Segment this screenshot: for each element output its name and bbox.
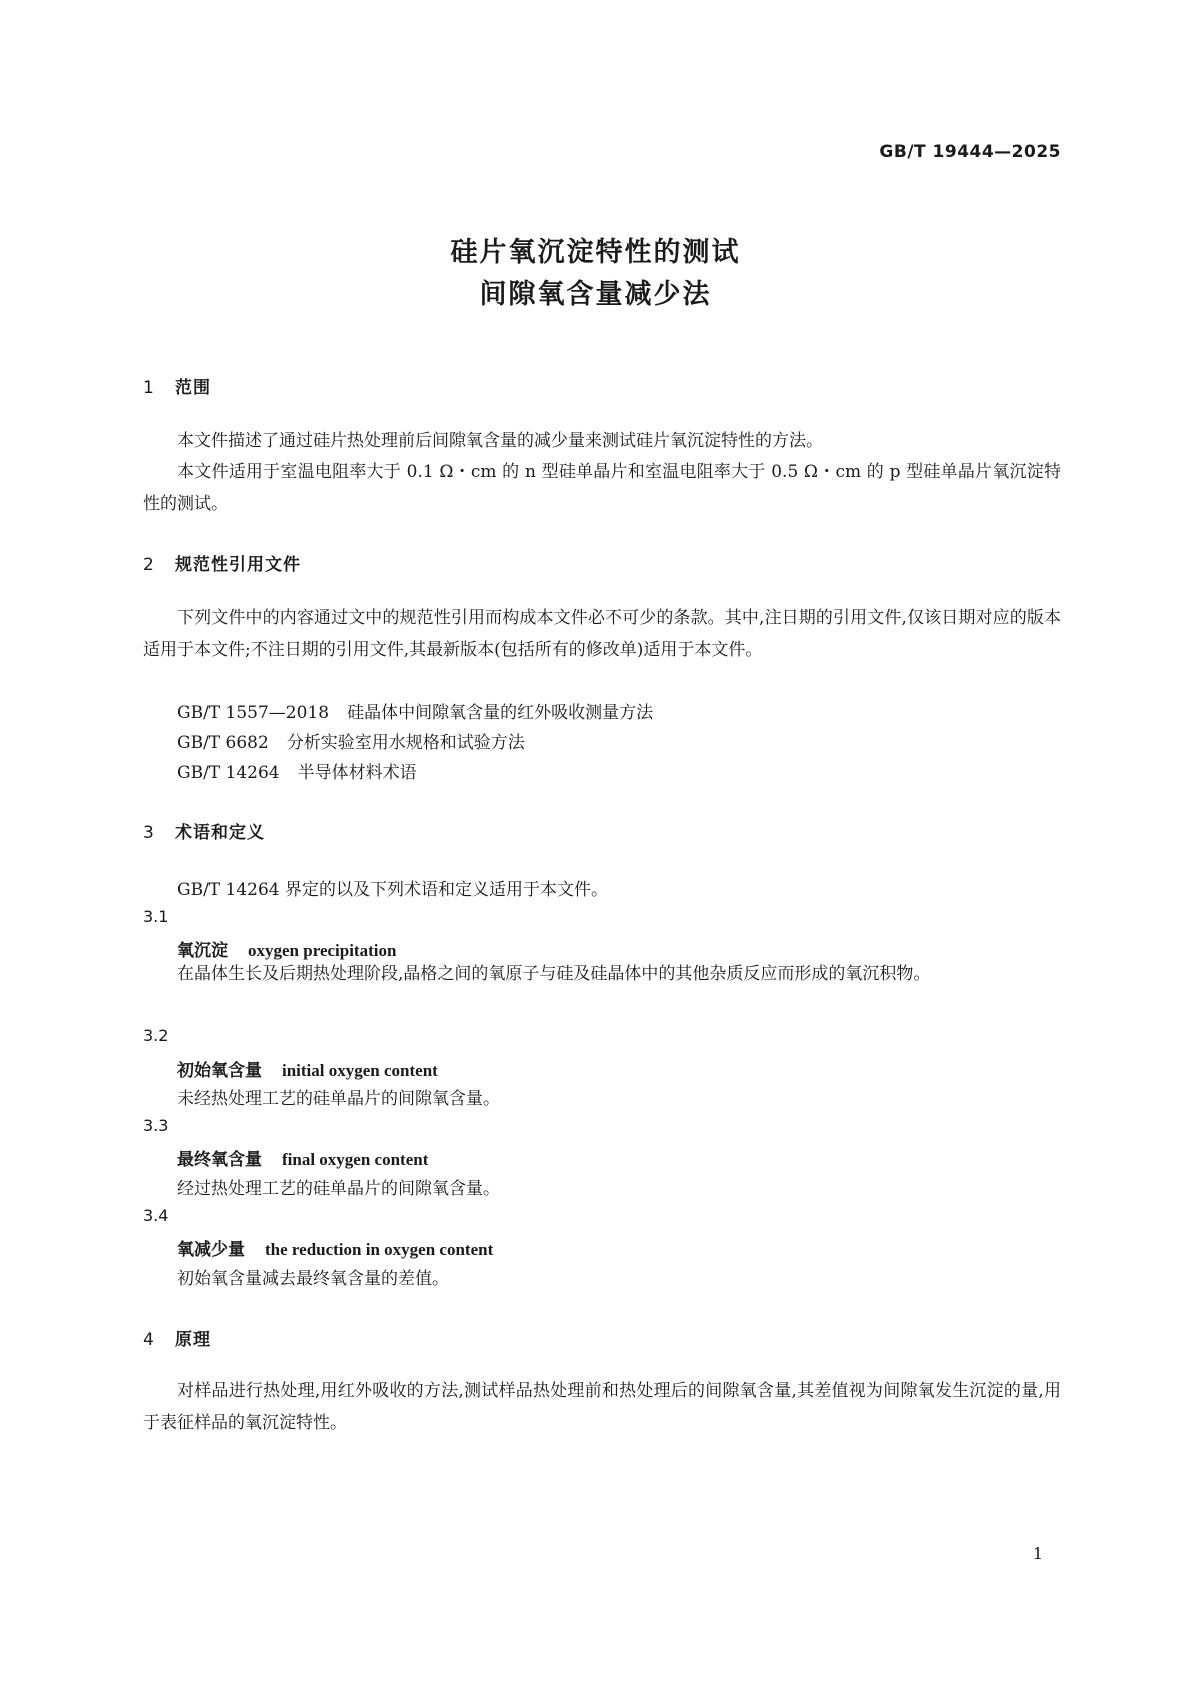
- term-heading: [177, 1056, 438, 1081]
- document-title-line2: 间隙氧含量减少法: [479, 279, 712, 310]
- reference-item: [177, 698, 653, 723]
- standard-number: GB/T 19444—2025: [879, 142, 1061, 162]
- section-number: 1: [143, 378, 155, 398]
- section-title: 规范性引用文件: [175, 555, 301, 575]
- section-4-paragraph-1: 对样品进行热处理,用红外吸收的方法,测试样品热处理前和热处理后的间隙氧含量,其差值视为间隙氧发生沉淀的量,用于表征样品的氧沉淀特性。: [143, 1381, 1061, 1433]
- term-english: final oxygen content: [282, 1150, 429, 1169]
- section-1-heading: [143, 373, 211, 398]
- term-number: 3.2: [143, 1026, 169, 1045]
- term-heading: [177, 1235, 493, 1260]
- section-2-paragraph-1: 下列文件中的内容通过文中的规范性引用而构成本文件必不可少的条款。其中,注日期的引用文件,仅该日期对应的版本适用于本文件;不注日期的引用文件,其最新版本(包括所有的修改单)适用于本文件。: [143, 608, 1061, 660]
- document-title-line1: 硅片氧沉淀特性的测试: [450, 237, 741, 268]
- section-1-paragraph-2: 本文件适用于室温电阻率大于 0.1 Ω・cm 的 n 型硅单晶片和室温电阻率大于 0.5 Ω・cm 的 p 型硅单晶片氧沉淀特性的测试。: [143, 462, 1061, 514]
- section-3-intro: GB/T 14264 界定的以及下列术语和定义适用于本文件。: [177, 880, 609, 900]
- reference-title: 半导体材料术语: [297, 763, 417, 783]
- section-title: 范围: [175, 378, 211, 398]
- term-number: 3.3: [143, 1116, 169, 1135]
- section-3-heading: [143, 818, 265, 843]
- term-chinese: 氧沉淀: [177, 941, 228, 961]
- page-number: 1: [1032, 1544, 1043, 1563]
- section-2-heading: [143, 550, 301, 575]
- reference-title: 硅晶体中间隙氧含量的红外吸收测量方法: [347, 703, 654, 723]
- section-title: 原理: [175, 1330, 211, 1350]
- term-chinese: 最终氧含量: [177, 1150, 262, 1170]
- section-number: 3: [143, 823, 155, 843]
- term-english: oxygen precipitation: [248, 941, 397, 960]
- term-definition: 未经热处理工艺的硅单晶片的间隙氧含量。: [177, 1089, 500, 1109]
- section-4-heading: [143, 1325, 211, 1350]
- reference-code: GB/T 14264: [177, 763, 280, 783]
- reference-item: [177, 758, 417, 783]
- section-number: 2: [143, 555, 155, 575]
- reference-code: GB/T 6682: [177, 733, 269, 753]
- term-number: 3.1: [143, 907, 169, 926]
- term-number: 3.4: [143, 1206, 169, 1225]
- term-heading: [177, 1145, 428, 1170]
- term-chinese: 氧减少量: [177, 1240, 245, 1260]
- term-chinese: 初始氧含量: [177, 1061, 262, 1081]
- section-1-paragraph-1: 本文件描述了通过硅片热处理前后间隙氧含量的减少量来测试硅片氧沉淀特性的方法。: [177, 431, 823, 451]
- section-number: 4: [143, 1330, 155, 1350]
- term-english: the reduction in oxygen content: [265, 1240, 494, 1259]
- reference-item: [177, 728, 525, 753]
- term-definition: 初始氧含量减去最终氧含量的差值。: [177, 1269, 449, 1289]
- reference-title: 分析实验室用水规格和试验方法: [286, 733, 525, 753]
- reference-code: GB/T 1557—2018: [177, 703, 330, 723]
- term-english: initial oxygen content: [282, 1061, 438, 1080]
- section-title: 术语和定义: [175, 823, 265, 843]
- term-definition: 经过热处理工艺的硅单晶片的间隙氧含量。: [177, 1179, 500, 1199]
- term-definition: 在晶体生长及后期热处理阶段,晶格之间的氧原子与硅及硅晶体中的其他杂质反应而形成的氧沉积物。: [177, 964, 931, 984]
